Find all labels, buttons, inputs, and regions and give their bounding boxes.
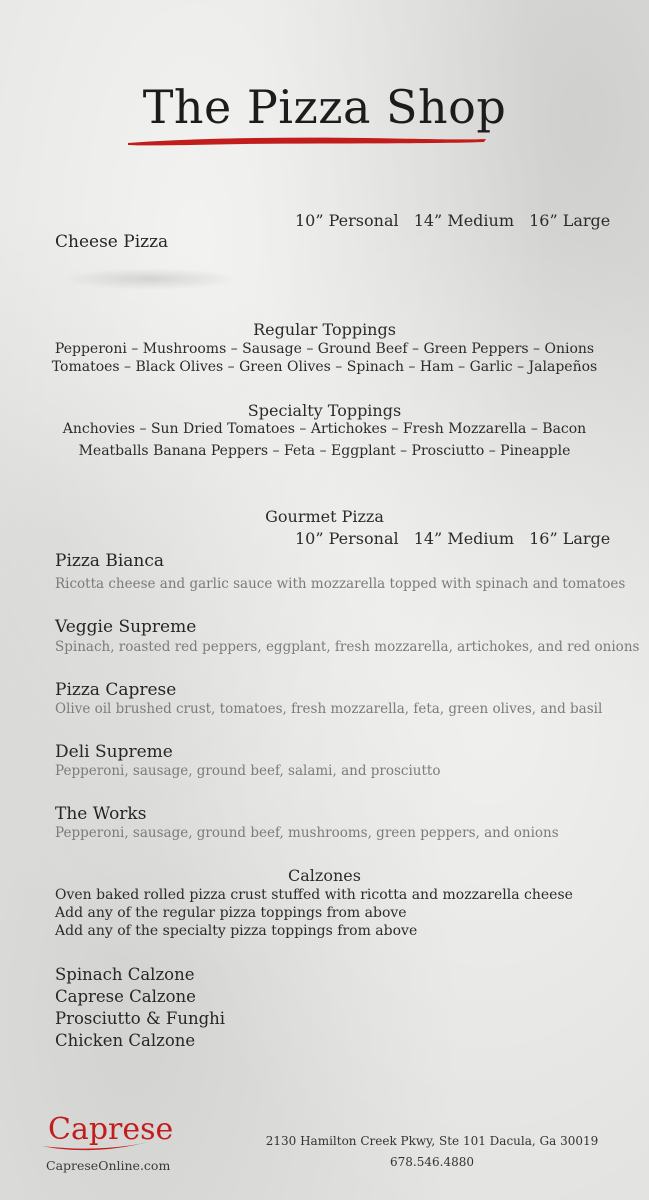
gourmet-item-name: Pizza Bianca: [55, 551, 164, 571]
caprese-logo[interactable]: Caprese: [48, 1112, 174, 1147]
size-medium: 14” Medium: [413, 211, 514, 230]
calzones-line: Add any of the specialty pizza toppings from above: [55, 923, 418, 939]
specialty-toppings-line: Anchovies – Sun Dried Tomatoes – Artichokes – Fresh Mozzarella – Bacon: [62, 421, 587, 437]
page-title: The Pizza Shop: [142, 80, 507, 134]
gourmet-item-name: Pizza Caprese: [55, 680, 177, 700]
gourmet-item-desc: Olive oil brushed crust, tomatoes, fresh mozzarella, feta, green olives, and basil: [55, 701, 603, 717]
address: 2130 Hamilton Creek Pkwy, Ste 101 Dacula, Ga 30019: [265, 1134, 599, 1148]
regular-toppings-line: Tomatoes – Black Olives – Green Olives – Spinach – Ham – Garlic – Jalapeños: [51, 359, 598, 375]
size-large: 16” Large: [529, 529, 611, 548]
size-medium: 14” Medium: [413, 529, 514, 548]
calzone-item: Spinach Calzone: [55, 965, 195, 984]
specialty-toppings-heading: Specialty Toppings: [247, 401, 402, 420]
gourmet-item-name: Veggie Supreme: [55, 617, 197, 637]
gourmet-item-name: Deli Supreme: [55, 742, 173, 762]
gourmet-item-desc: Spinach, roasted red peppers, eggplant, fresh mozzarella, artichokes, and red onions: [55, 639, 640, 655]
gourmet-item-desc: Pepperoni, sausage, ground beef, salami, and prosciutto: [55, 763, 441, 779]
calzone-item: Chicken Calzone: [55, 1031, 196, 1050]
calzones-line: Add any of the regular pizza toppings from above: [55, 905, 407, 921]
regular-toppings-heading: Regular Toppings: [253, 320, 396, 339]
size-header: [295, 529, 610, 548]
gourmet-item-desc: Pepperoni, sausage, ground beef, mushrooms, green peppers, and onions: [55, 825, 559, 841]
gourmet-item-name: The Works: [55, 804, 147, 824]
size-large: 16” Large: [529, 211, 611, 230]
size-personal: 10” Personal: [295, 529, 399, 548]
calzone-item: Caprese Calzone: [55, 987, 196, 1006]
cheese-pizza: Cheese Pizza: [55, 232, 169, 252]
size-personal: 10” Personal: [295, 211, 399, 230]
gourmet-heading: Gourmet Pizza: [265, 507, 384, 526]
calzone-item: Prosciutto & Funghi: [55, 1009, 226, 1028]
regular-toppings-line: Pepperoni – Mushrooms – Sausage – Ground Beef – Green Peppers – Onions: [54, 341, 595, 357]
size-header: [295, 211, 610, 230]
gourmet-item-desc: Ricotta cheese and garlic sauce with mozzarella topped with spinach and tomatoes: [55, 576, 626, 592]
smudge: [60, 268, 240, 290]
calzones-heading: Calzones: [288, 866, 361, 885]
calzones-line: Oven baked rolled pizza crust stuffed with ricotta and mozzarella cheese: [55, 887, 573, 903]
website-link[interactable]: CapreseOnline.com: [46, 1158, 171, 1173]
title-underline: [126, 134, 488, 148]
specialty-toppings-line: Meatballs Banana Peppers – Feta – Eggplant – Prosciutto – Pineapple: [78, 443, 571, 459]
phone-number: 678.546.4880: [390, 1155, 474, 1169]
logo-swoosh-icon: [40, 1140, 150, 1154]
